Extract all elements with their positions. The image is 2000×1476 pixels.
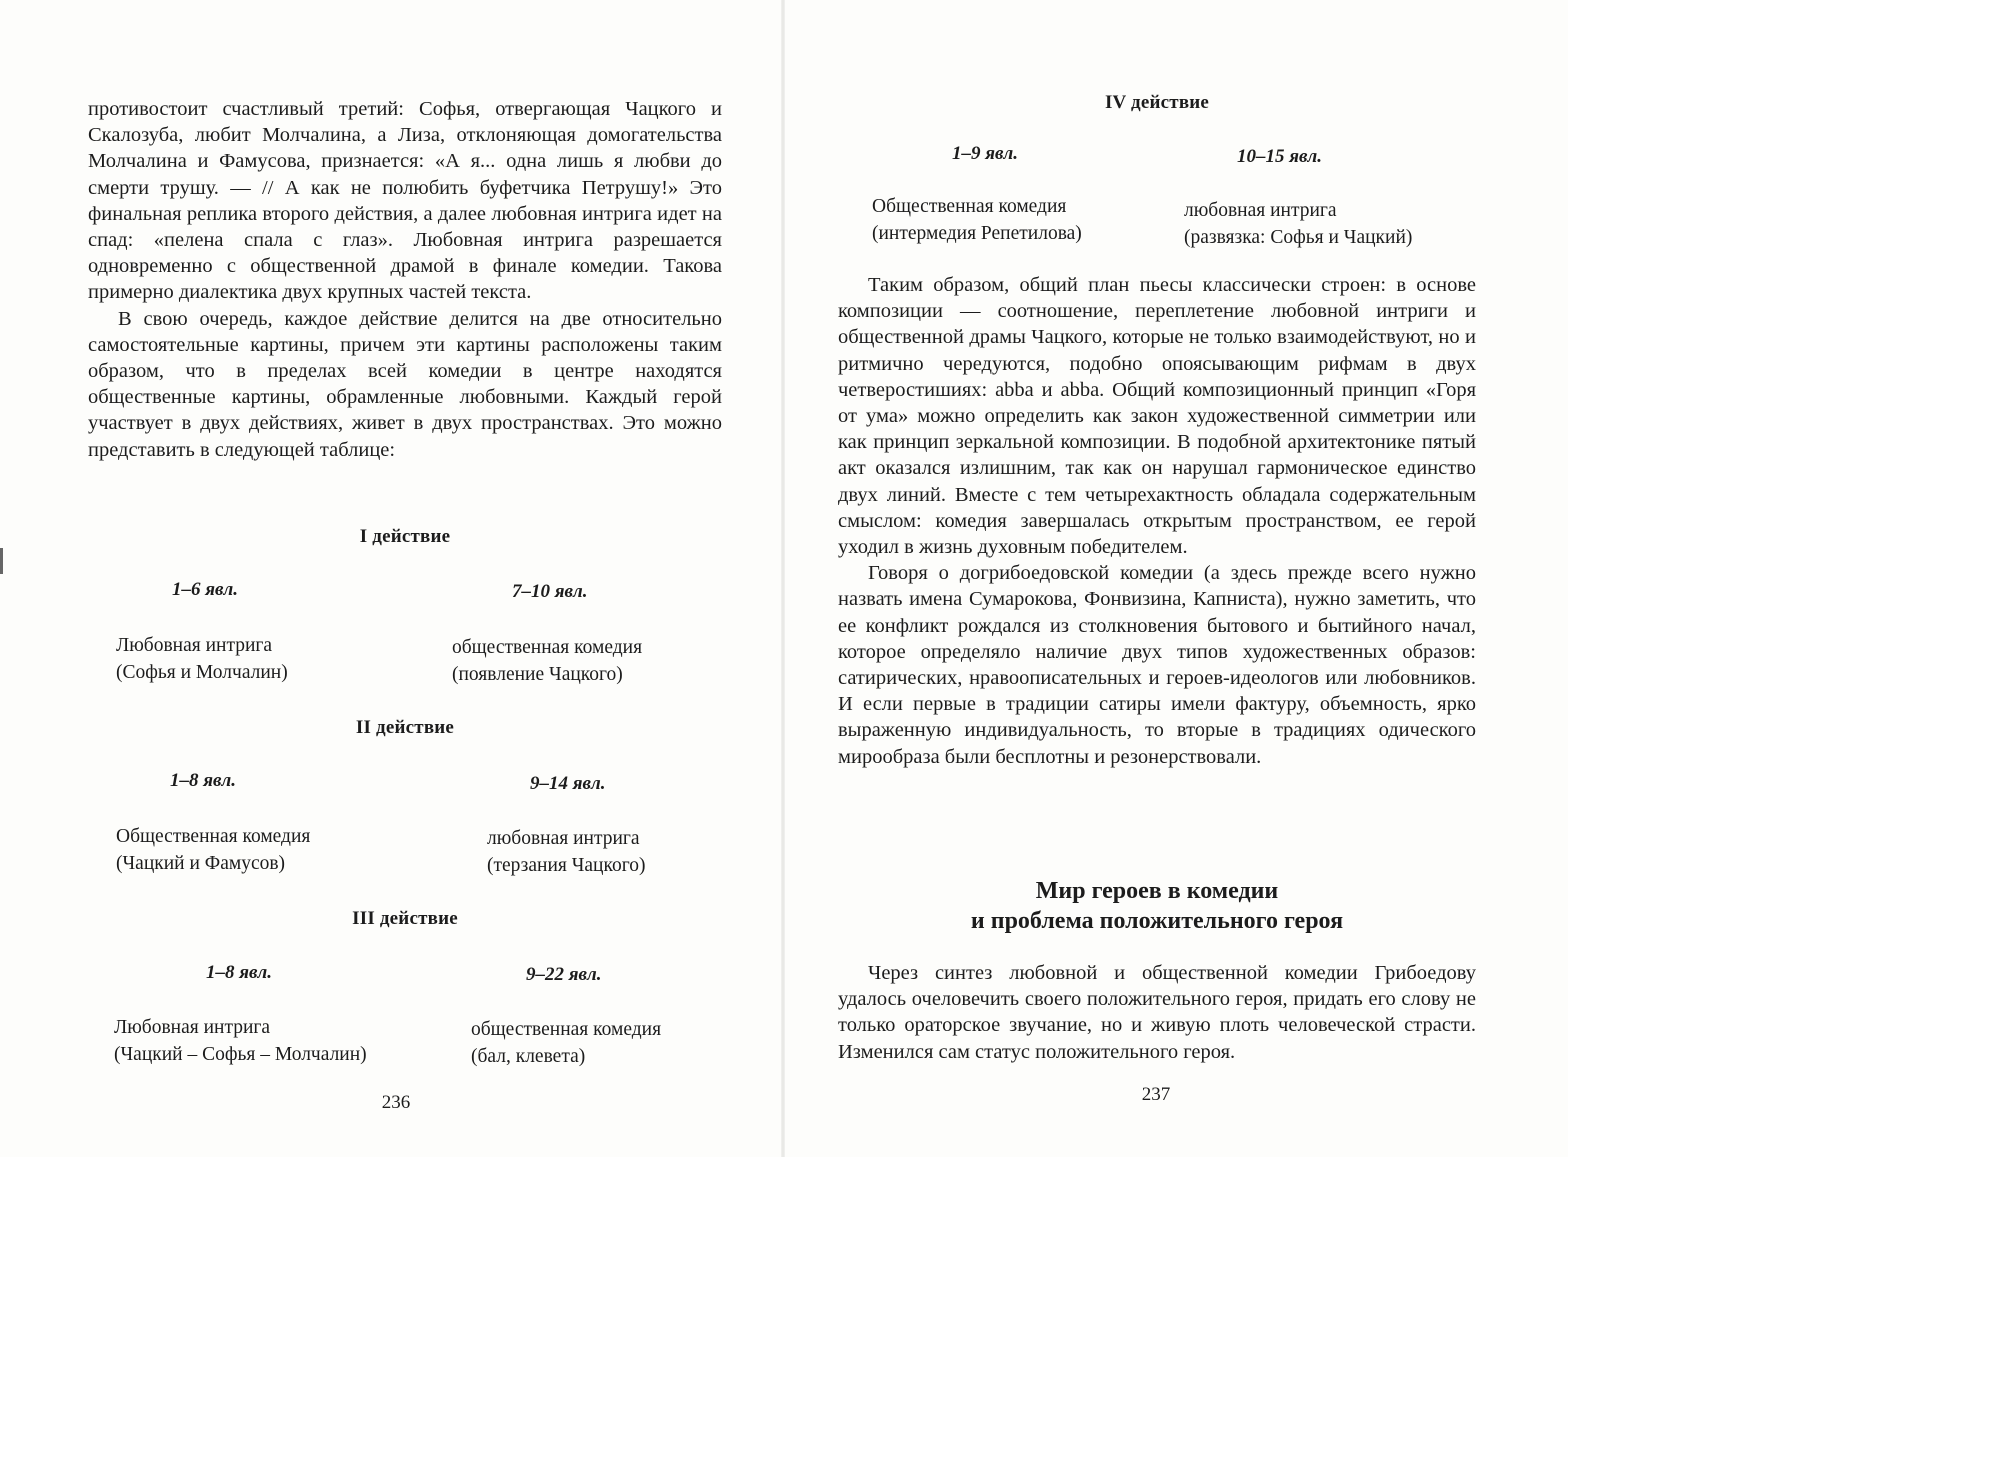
table-cell: Общественная комедия (Чацкий и Фамусов) — [116, 826, 311, 874]
right-page-body — [838, 272, 1476, 770]
section-body — [838, 960, 1476, 1065]
page-edge-mark — [0, 548, 3, 574]
paragraph: Таким образом, общий план пьесы классически строен: в основе композиции — соотношение, переплетение любовной интриги и общественной драмы Чацкого, которые не только взаимодействуют, но и ритмично чередуются, подобно опоясывающим рифмам в двух четверостишиях: abba и abba. Общий композиционный принцип «Горя от ума» можно определить как закон художественной симметрии или как принцип зеркальной композиции. В подобной архитектонике пятый акт оказался излишним, так как он нарушал гармоническое единство двух линий. Вместе с тем четырехактность обладала содержательным смыслом: комедия завершалась открытым пространством, ее герой уходил в жизнь духовным победителем. — [838, 274, 1476, 559]
section-title: Мир героев в комедии и проблема положительного героя — [970, 878, 1344, 934]
table-cell: Общественная комедия (интермедия Репетилова) — [872, 196, 1082, 244]
page-number: 236 — [381, 1092, 411, 1113]
table-cell: общественная комедия (появление Чацкого) — [452, 637, 643, 685]
page-number: 237 — [1141, 1084, 1171, 1105]
scene-range: 1–9 явл. — [952, 143, 1019, 164]
paragraph: противостоит счастливый третий: Софья, отвергающая Чацкого и Скалозуба, любит Молчалина, а Лиза, отклоняющая домогательства Молчалина и Фамусова, признается: «А я... одна лишь я любви до смерти трушу. — // А как не полюбить буфетчика Петрушу!» Это финальная реплика второго действия, а далее любовная интрига идет на спад: «пелена спала с глаз». Любовная интрига разрешается одновременно с общественной драмой в финале комедии. Такова примерно диалектика двух крупных частей текста. — [88, 98, 722, 304]
left-page-body — [88, 96, 722, 463]
scene-range: 1–8 явл. — [170, 770, 237, 791]
table-cell: любовная интрига (развязка: Софья и Чацкий) — [1184, 200, 1413, 248]
left-page — [0, 0, 784, 1157]
table-cell: Любовная интрига (Чацкий – Софья – Молчалин) — [114, 1017, 367, 1065]
paragraph: Говоря о догрибоедовской комедии (а здесь прежде всего нужно назвать имена Сумарокова, Фонвизина, Капниста), нужно заметить, что ее конфликт рождался из столкновения бытового и бытийного начал, которое определяло наличие двух типов художественных образов: сатирических, нравоописательных и героев-идеологов или любовников. И если первые в традиции сатиры имели фактуру, объемность, ярко выраженную индивидуальность, то вторые в традициях одического мирообраза были бесплотны и резонерствовали. — [838, 562, 1476, 768]
act-heading: IV действие — [1104, 92, 1210, 113]
paragraph: В свою очередь, каждое действие делится на две относительно самостоятельные картины, причем эти картины расположены таким образом, что в пределах всей комедии в центре находятся общественные картины, обрамленные любовными. Каждый герой участвует в двух действиях, живет в двух пространствах. Это можно представить в следующей таблице: — [88, 307, 722, 461]
act-heading: II действие — [355, 717, 455, 738]
table-cell: Любовная интрига (Софья и Молчалин) — [116, 635, 288, 683]
act-heading: III действие — [352, 908, 458, 929]
scene-range: 10–15 явл. — [1237, 146, 1323, 167]
scene-range: 1–6 явл. — [172, 579, 239, 600]
table-cell: общественная комедия (бал, клевета) — [471, 1019, 662, 1067]
scene-range: 9–14 явл. — [530, 773, 606, 794]
paragraph: Через синтез любовной и общественной комедии Грибоедову удалось очеловечить своего положительного героя, придать его слову не только ораторское звучание, но и живую плоть человеческой страсти. Изменился сам статус положительного героя. — [838, 962, 1476, 1063]
scene-range: 9–22 явл. — [526, 964, 602, 985]
act-heading: I действие — [359, 526, 451, 547]
scene-range: 7–10 явл. — [512, 581, 588, 602]
scene-range: 1–8 явл. — [206, 962, 273, 983]
table-cell: любовная интрига (терзания Чацкого) — [487, 828, 646, 876]
